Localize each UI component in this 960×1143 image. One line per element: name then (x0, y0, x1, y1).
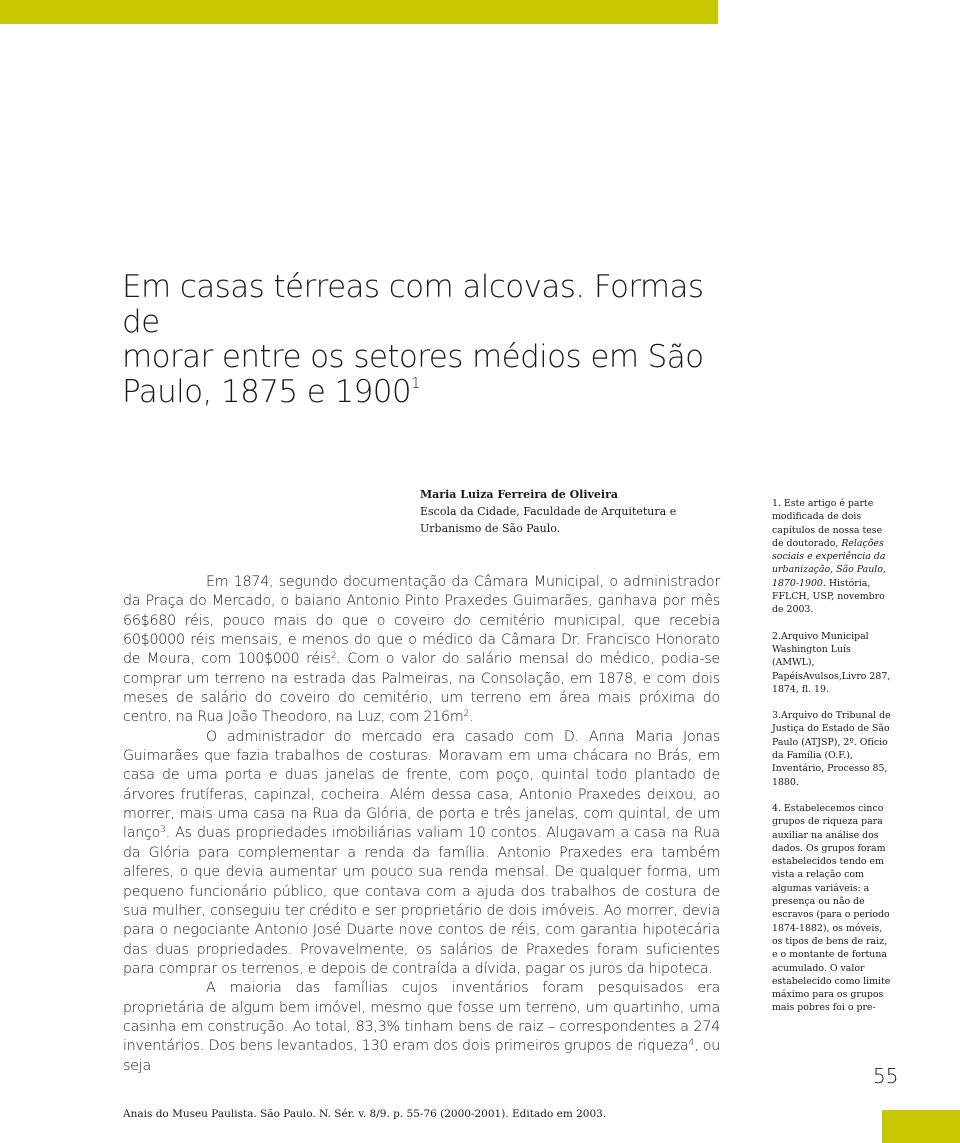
paragraph-2-text-a: O administrador do mercado era casado com D. Anna Maria Jonas Guimarães que fazia trabalhos de costuras. Moravam em uma chácara no Brás, em casa de uma porta e duas janelas de frente, com poço, quintal todo plantado de árvores frutíferas, capinzal, cocheira. Além dessa casa, Antonio Praxedes deixou, ao morrer, mais uma casa na Rua da Glória, de porta e três janelas, com quintal, de um lanço (123, 728, 720, 842)
bottom-right-accent-bar (882, 1110, 960, 1143)
sidenote-3-text: 3.Arquivo do Tribunal de Justiça do Estado de São Paulo (ATJSP), 2º. Ofício da Família (O.F.), Inventário, Processo 85, 1880. (772, 710, 891, 788)
sidenote-3 (772, 709, 892, 789)
paragraph-3-text-a: A maioria das famílias cujos inventários foram pesquisados era proprietária de algum bem imóvel, mesmo que fosse um terreno, um quartinho, uma casinha em construção. Ao total, 83,3% tinham bens de raiz – correspondentes a 274 inventários. Dos bens levantados, 130 eram dos dois primeiros grupos de riqueza (123, 980, 720, 1055)
paragraph-3-text-b: , ou seja (123, 1038, 720, 1074)
paragraph-1-text-c: . (469, 709, 474, 726)
sidenote-1 (772, 497, 892, 617)
title-line-2: morar entre os setores médios em São (122, 339, 704, 375)
note-mark: 2 (330, 651, 337, 662)
author-name: Maria Luiza Ferreira de Oliveira (420, 488, 619, 501)
title-line-3: Paulo, 1875 e 1900 (122, 374, 411, 410)
note-mark: 3 (160, 825, 166, 836)
sidenote-4-text: 4. Estabelecemos cinco grupos de riqueza para auxiliar na análise dos dados. Os grupos foram estabelecidos tendo em vista a relação com algumas variáveis: a presença ou não de escravos (para o período 1874-1882), os móveis, os tipos de bens de raiz, e o montante de fortuna acumulado. O valor estabelecido como limite máximo para os grupos mais pobres foi o pre- (772, 802, 891, 1014)
paragraph-2 (123, 728, 720, 979)
page-number: 55 (873, 1064, 899, 1088)
paragraph-1 (123, 573, 720, 728)
title-line-1: Em casas térreas com alcovas. Formas de (122, 269, 704, 340)
article-body (123, 573, 720, 1076)
author-block (420, 486, 720, 537)
note-mark: 4 (688, 1038, 695, 1049)
author-affiliation-line-2: Urbanismo de São Paulo. (420, 522, 561, 535)
title-note-mark: 1 (411, 374, 420, 392)
top-accent-bar (0, 0, 718, 24)
sidenotes (772, 497, 892, 1028)
journal-footer: Anais do Museu Paulista. São Paulo. N. Sér. v. 8/9. p. 55-76 (2000-2001). Editado em 2003. (123, 1108, 607, 1120)
paragraph-1-text-b: . Com o valor do salário mensal do médico, podia-se comprar um terreno na estrada das Palmeiras, na Consolação, em 1878, e com dois meses de salário do coveiro do cemitério, um terreno em área mais próxima do centro, na Rua João Theodoro, na Luz, com 216m (123, 651, 721, 726)
author-affiliation-line-1: Escola da Cidade, Faculdade de Arquitetura e (420, 505, 677, 518)
article-title (122, 270, 722, 410)
superscript-2: 2 (463, 709, 469, 720)
sidenote-2-text: 2.Arquivo Municipal Washington Luís (AMWL), PapéisAvulsos,Livro 287, 1874, fl. 19. (772, 630, 891, 695)
paragraph-1-text-a: Em 1874, segundo documentação da Câmara Municipal, o administrador da Praça do Mercado, o baiano Antonio Pinto Praxedes Guimarães, ganhava por mês 66$680 réis, pouco mais do que o coveiro do cemitério municipal, que recebia 60$0000 réis mensais, e menos do que o médico da Câmara Dr. Francisco Honorato de Moura, com 100$000 réis (123, 574, 720, 668)
paragraph-3 (123, 979, 720, 1076)
paragraph-2-text-b: . As duas propriedades imobiliárias valiam 10 contos. Alugavam a casa na Rua da Glória para complementar a renda da família. Antonio Praxedes era também alferes, o que devia aumentar um pouco sua renda mensal. De qualquer forma, um pequeno funcionário público, que contava com a ajuda dos trabalhos de costura de sua mulher, conseguiu ter crédito e ser proprietário de dois imóveis. Ao morrer, devia para o negociante Antonio José Duarte nove contos de réis, com garantia hipotecária das duas propriedades. Provavelmente, os salários de Praxedes foram suficientes para comprar os terrenos, e depois de contraída a dívida, pagar os juros da hipoteca. (123, 825, 720, 977)
sidenote-2 (772, 630, 892, 696)
sidenote-1-text: 1. Este artigo é parte modificada de dois capítulos de nossa tese de doutorado, (772, 498, 883, 549)
sidenote-4 (772, 802, 892, 1015)
sidenote-1-tail: . História, FFLCH, USP, novembro de 2003. (772, 577, 885, 616)
sidenote-1-title: Relações sociais e experiência da urbanização, São Paulo, 1870-1900 (772, 537, 886, 589)
